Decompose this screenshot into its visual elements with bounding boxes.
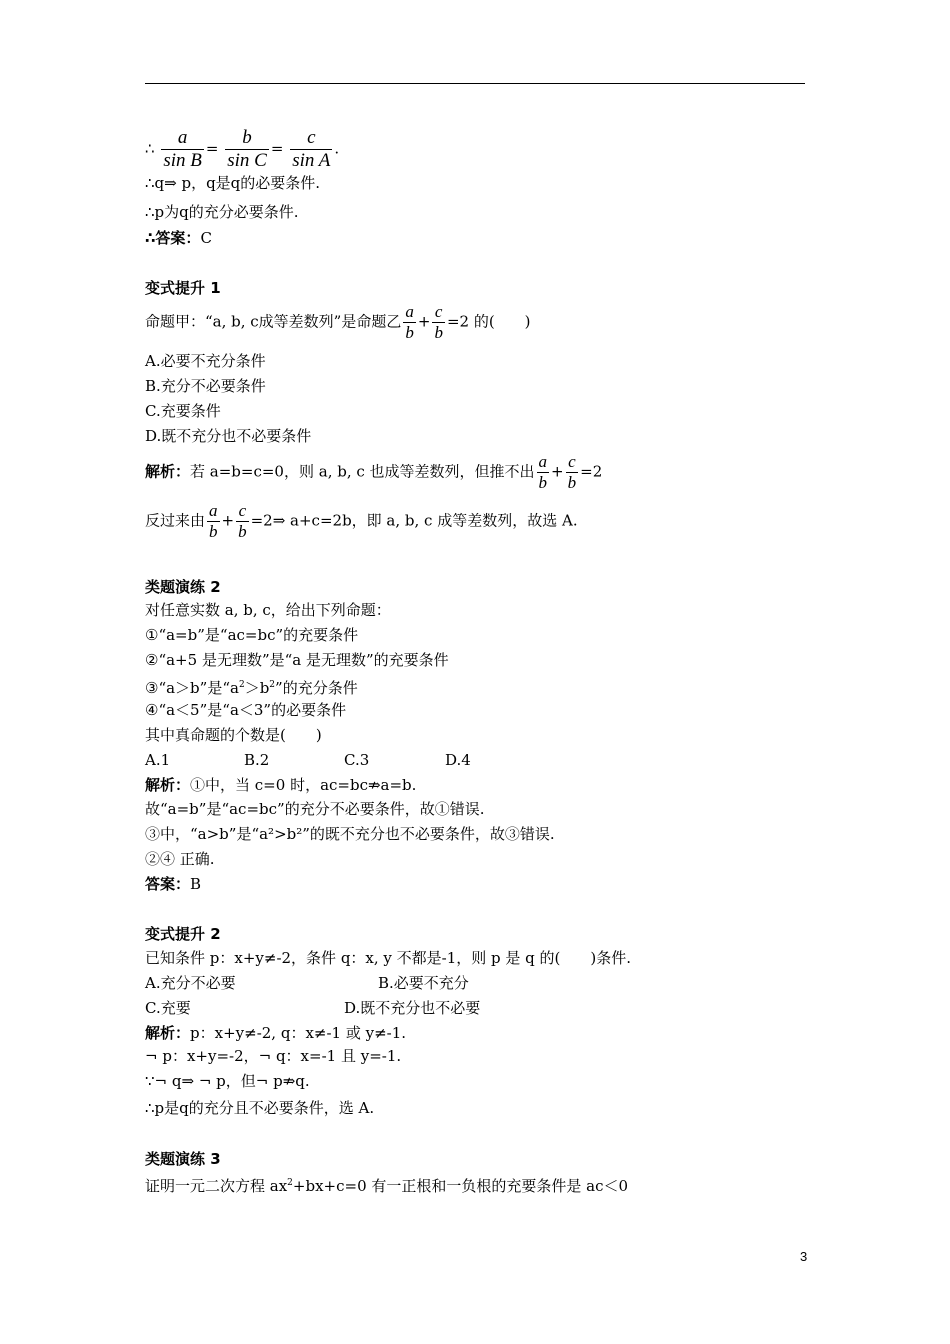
- law-of-sines-line: ∴ $\frac{a}{\text{sin B}}$ = $\frac{b}{\text{sin C}}$ = $\frac{c}{\text{sin A}}$ .: [145, 127, 340, 171]
- fraction-b-sinC: $\frac{b}{\text{sin C}}$: [227, 127, 267, 171]
- question-variant-2: 已知条件 p：x+y≠-2，条件 q：x, y 不都是-1，则 p 是 q 的( )条件.: [145, 949, 632, 967]
- practice-2-question: 其中真命题的个数是( ): [145, 726, 322, 744]
- option-d: D.既不充分也不必要条件: [145, 427, 312, 445]
- answer-value: C: [200, 229, 212, 247]
- option-b: B.必要不充分: [378, 974, 469, 992]
- analysis-variant-2: 解析：p：x+y≠-2, q：x≠-1 或 y≠-1.: [145, 1024, 407, 1042]
- analysis-variant-2-line2: ¬ p：x+y=-2，¬ q：x=-1 且 y=-1.: [145, 1047, 402, 1065]
- practice-3-question: 证明一元二次方程 $ax^2+bx+c=0$ 有一正根和一负根的充要条件是 ac＜0: [145, 1177, 629, 1195]
- analysis-variant-2-line3: ∵¬ q⇒ ¬ p，但¬ p⇏q.: [145, 1072, 310, 1090]
- fraction-c-b: $\frac{c}{b}$: [567, 452, 577, 492]
- question-variant-1: 命题甲：“a, b, c成等差数列”是命题乙 $\frac{a}{b}$ + $\frac{c}{b}$ =2 的( ): [145, 302, 531, 342]
- practice-2-intro: 对任意实数 a, b, c，给出下列命题：: [145, 601, 391, 619]
- fraction-a-b: $\frac{a}{b}$: [405, 302, 414, 342]
- section-title-practice-3: 类题演练 3: [145, 1150, 221, 1168]
- analysis-practice-2-line4: ②④ 正确.: [145, 850, 215, 868]
- section-title-practice-2: 类题演练 2: [145, 578, 221, 596]
- analysis-variant-2-line4: ∴p是q的充分且不必要条件，选 A.: [145, 1099, 375, 1117]
- proposition-4: ④“a＜5”是“a＜3”的必要条件: [145, 701, 347, 719]
- option-c: C.充要条件: [145, 402, 221, 420]
- section-title-variant-2: 变式提升 2: [145, 925, 221, 943]
- proposition-3: ③“a＞b”是“$a^2>b^2$”的充分条件: [145, 679, 358, 697]
- option-a: A.充分不必要: [145, 974, 236, 992]
- option-c: C.充要: [145, 999, 191, 1017]
- header-rule: [145, 83, 805, 84]
- answer-line: 答案：B: [145, 875, 202, 893]
- proposition-1: ①“a=b”是“ac=bc”的充要条件: [145, 626, 359, 644]
- proposition-2: ②“a+5 是无理数”是“a 是无理数”的充要条件: [145, 651, 449, 669]
- page-number: 3: [800, 1249, 808, 1264]
- option-b: B.2: [244, 751, 270, 769]
- analysis-practice-2: 解析：①中，当 c=0 时，ac=bc⇏a=b.: [145, 776, 417, 794]
- fraction-c-sinA: $\frac{c}{\text{sin A}}$: [292, 127, 331, 171]
- fraction-c-b: $\frac{c}{b}$: [238, 501, 247, 541]
- option-c: C.3: [344, 751, 370, 769]
- option-d: D.4: [445, 751, 471, 769]
- option-a: A.必要不充分条件: [145, 352, 266, 370]
- fraction-c-b: $\frac{c}{b}$: [434, 302, 443, 342]
- option-b: B.充分不必要条件: [145, 377, 266, 395]
- line-p-sufficient-necessary: ∴p为q的充分必要条件.: [145, 203, 299, 221]
- line-q-implies-p: ∴q⇒ p，q是q的必要条件.: [145, 174, 321, 192]
- option-d: D.既不充分也不必要: [344, 999, 481, 1017]
- option-a: A.1: [145, 751, 171, 769]
- answer-label: ∴答案：: [145, 229, 201, 247]
- therefore-symbol: ∴: [145, 139, 155, 158]
- section-title-variant-1: 变式提升 1: [145, 279, 221, 297]
- fraction-a-sinB: $\frac{a}{\text{sin B}}$: [163, 127, 202, 171]
- analysis-variant-1: 解析：若 a=b=c=0，则 a, b, c 也成等差数列，但推不出 $\frac{a}{b}$ + $\frac{c}{b}$ =2: [145, 452, 603, 492]
- analysis-practice-2-line2: 故“a=b”是“ac=bc”的充分不必要条件，故①错误.: [145, 800, 485, 818]
- answer-line: [145, 228, 212, 248]
- fraction-a-b: $\frac{a}{b}$: [209, 501, 218, 541]
- analysis-variant-1-continued: 反过来由 $\frac{a}{b}$ + $\frac{c}{b}$ =2⇒ a+c=2b，即 a, b, c 成等差数列，故选 A.: [145, 501, 578, 541]
- analysis-practice-2-line3: ③中，“a>b”是“a²>b²”的既不充分也不必要条件，故③错误.: [145, 825, 555, 843]
- fraction-a-b: $\frac{a}{b}$: [538, 452, 548, 492]
